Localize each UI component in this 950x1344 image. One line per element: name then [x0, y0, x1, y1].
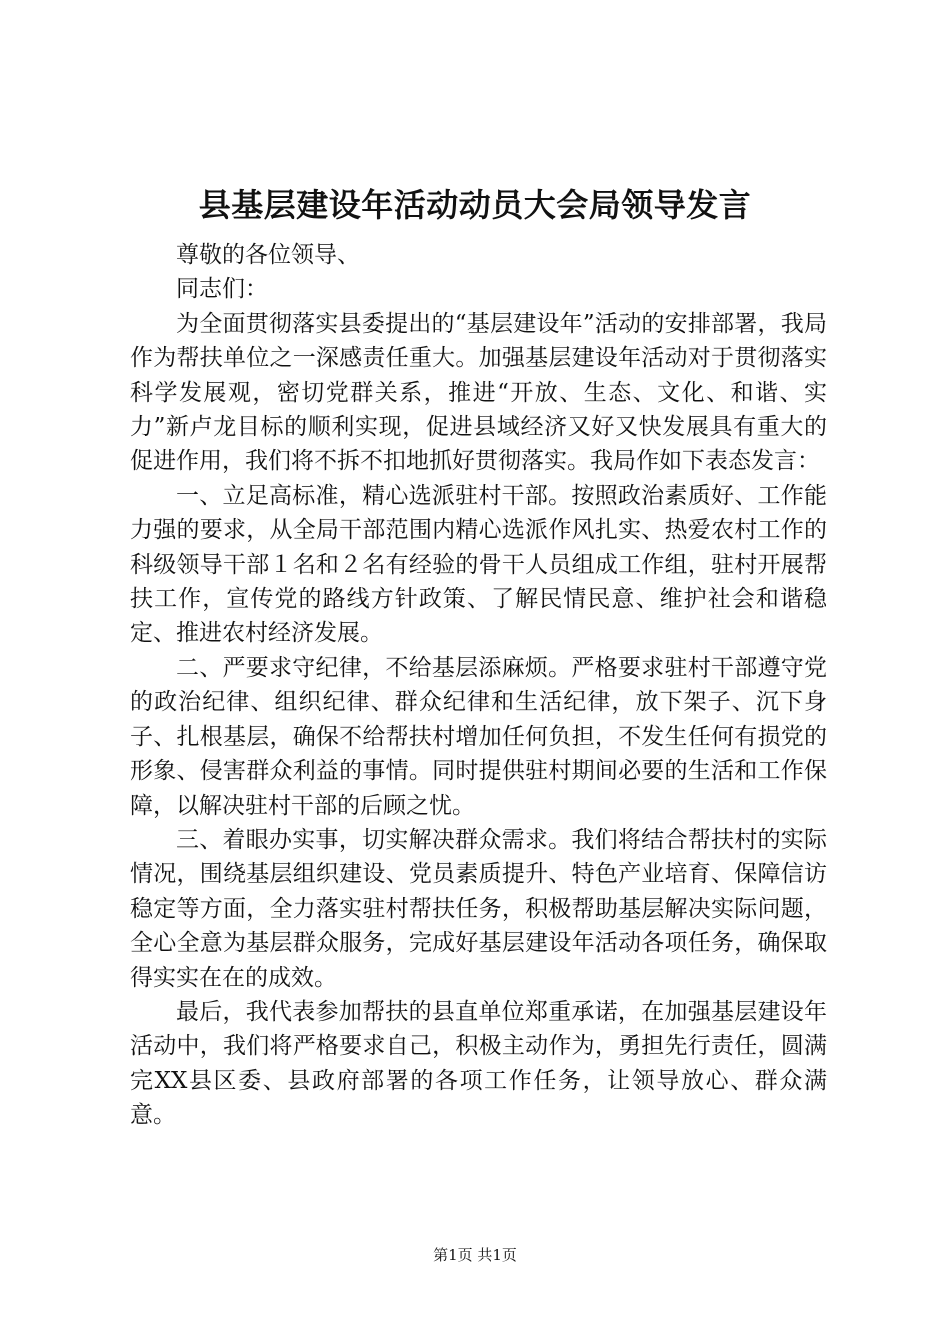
- page-footer: 第1页 共1页: [433, 1246, 517, 1264]
- paragraph-closing: 最后，我代表参加帮扶的县直单位郑重承诺，在加强基层建设年活动中，我们将严格要求自己，积极主动作为，勇担先行责任，圆满完XX县区委、县政府部署的各项工作任务，让领导放心、群众满意。: [130, 998, 827, 1129]
- paragraph-point-1: 一、立足高标准，精心选派驻村干部。按照政治素质好、工作能力强的要求，从全局干部范围内精心选派作风扎实、热爱农村工作的科级领导干部１名和２名有经验的骨干人员组成工作组，驻村开展帮扶工作，宣传党的路线方针政策、了解民情民意、维护社会和谐稳定、推进农村经济发展。: [130, 482, 827, 647]
- paragraph-point-3: 三、着眼办实事，切实解决群众需求。我们将结合帮扶村的实际情况，围绕基层组织建设、党员素质提升、特色产业培育、保障信访稳定等方面，全力落实驻村帮扶任务，积极帮助基层解决实际问题，全心全意为基层群众服务，完成好基层建设年活动各项任务，确保取得实实在在的成效。: [130, 826, 827, 991]
- salutation-line-1: 尊敬的各位领导、: [176, 242, 360, 268]
- paragraph-point-2: 二、严要求守纪律，不给基层添麻烦。严格要求驻村干部遵守党的政治纪律、组织纪律、群众纪律和生活纪律，放下架子、沉下身子、扎根基层，确保不给帮扶村增加任何负担，不发生任何有损党的形象、侵害群众利益的事情。同时提供驻村期间必要的生活和工作保障，以解决驻村干部的后顾之忧。: [130, 654, 827, 819]
- document-title: 县基层建设年活动动员大会局领导发言: [198, 186, 752, 224]
- salutation-line-2: 同志们：: [176, 276, 268, 303]
- paragraph-intro: 为全面贯彻落实县委提出的“基层建设年”活动的安排部署，我局作为帮扶单位之一深感责任重大。加强基层建设年活动对于贯彻落实科学发展观，密切党群关系，推进“开放、生态、文化、和谐、实力”新卢龙目标的顺利实现，促进县域经济又好又快发展具有重大的促进作用，我们将不拆不扣地抓好贯彻落实。我局作如下表态发言：: [130, 310, 827, 475]
- document-body: [130, 238, 827, 1133]
